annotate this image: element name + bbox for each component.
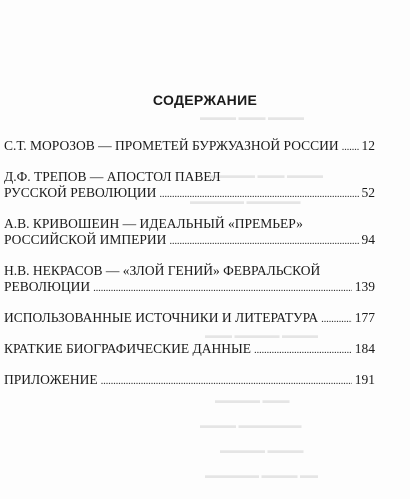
toc-leader-dots <box>321 310 352 327</box>
toc-entry-title: КРАТКИЕ БИОГРАФИЧЕСКИЕ ДАННЫЕ <box>4 341 251 356</box>
toc-entry-title: Н.В. НЕКРАСОВ — «ЗЛОЙ ГЕНИЙ» ФЕВРАЛЬСКОЙ <box>4 263 321 278</box>
toc-entry-title: А.В. КРИВОШЕИН — ИДЕАЛЬНЫЙ «ПРЕМЬЕР» <box>4 216 303 231</box>
toc-entry[interactable] <box>4 263 375 296</box>
toc-entry[interactable] <box>4 216 375 249</box>
toc-page-number: 52 <box>361 185 375 200</box>
toc-leader-dots <box>101 372 352 389</box>
show-through-text: ▬▬▬▬▬ ▬▬▬ <box>215 395 290 405</box>
show-through-text: ▬▬▬ ▬▬▬▬▬ ▬▬▬▬ <box>205 330 319 340</box>
toc-entry[interactable] <box>4 372 375 389</box>
show-through-text: ▬▬▬▬ ▬▬▬▬▬▬▬ <box>200 420 302 430</box>
toc-page-number: 191 <box>354 372 375 387</box>
toc-leader-dots <box>93 279 352 296</box>
toc-leader-dots <box>169 232 358 249</box>
show-through-text: ▬▬▬▬▬▬ ▬▬▬▬ ▬▬ <box>205 470 319 480</box>
show-through-text: ▬▬▬▬▬▬ ▬▬▬▬▬▬ <box>190 196 301 206</box>
toc-page-number: 94 <box>361 232 375 247</box>
toc-entry-title: С.Т. МОРОЗОВ — ПРОМЕТЕЙ БУРЖУАЗНОЙ РОССИИ <box>4 138 339 153</box>
toc-page-number: 184 <box>354 341 375 356</box>
toc-entry[interactable] <box>4 310 375 327</box>
toc-entry[interactable] <box>4 169 375 202</box>
toc-entry-title-continued: РЕВОЛЮЦИИ <box>4 279 91 294</box>
toc-page-number: 177 <box>354 310 375 325</box>
toc-leader-dots <box>159 185 358 202</box>
toc-page-number: 12 <box>361 138 375 153</box>
toc-entry[interactable] <box>4 341 375 358</box>
table-of-contents <box>4 138 375 389</box>
toc-page-number: 139 <box>354 279 375 294</box>
toc-entry-title: ИСПОЛЬЗОВАННЫЕ ИСТОЧНИКИ И ЛИТЕРАТУРА <box>4 310 319 325</box>
toc-entry-title-continued: РУССКОЙ РЕВОЛЮЦИИ <box>4 185 157 200</box>
page-title: СОДЕРЖАНИЕ <box>152 92 258 108</box>
toc-leader-dots <box>342 138 359 155</box>
show-through-text: ▬▬▬▬▬ ▬▬▬▬ <box>220 445 304 455</box>
toc-leader-dots <box>254 341 352 358</box>
toc-entry-title-continued: РОССИЙСКОЙ ИМПЕРИИ <box>4 232 167 247</box>
toc-entry[interactable] <box>4 138 375 155</box>
show-through-text: ▬▬▬▬ ▬▬▬ ▬▬▬▬ <box>200 112 305 122</box>
show-through-text: ▬▬▬▬▬ ▬▬▬ ▬▬▬▬ <box>210 170 324 180</box>
toc-entry-title: Д.Ф. ТРЕПОВ — АПОСТОЛ ПАВЕЛ <box>4 169 221 184</box>
toc-entry-title: ПРИЛОЖЕНИЕ <box>4 372 98 387</box>
